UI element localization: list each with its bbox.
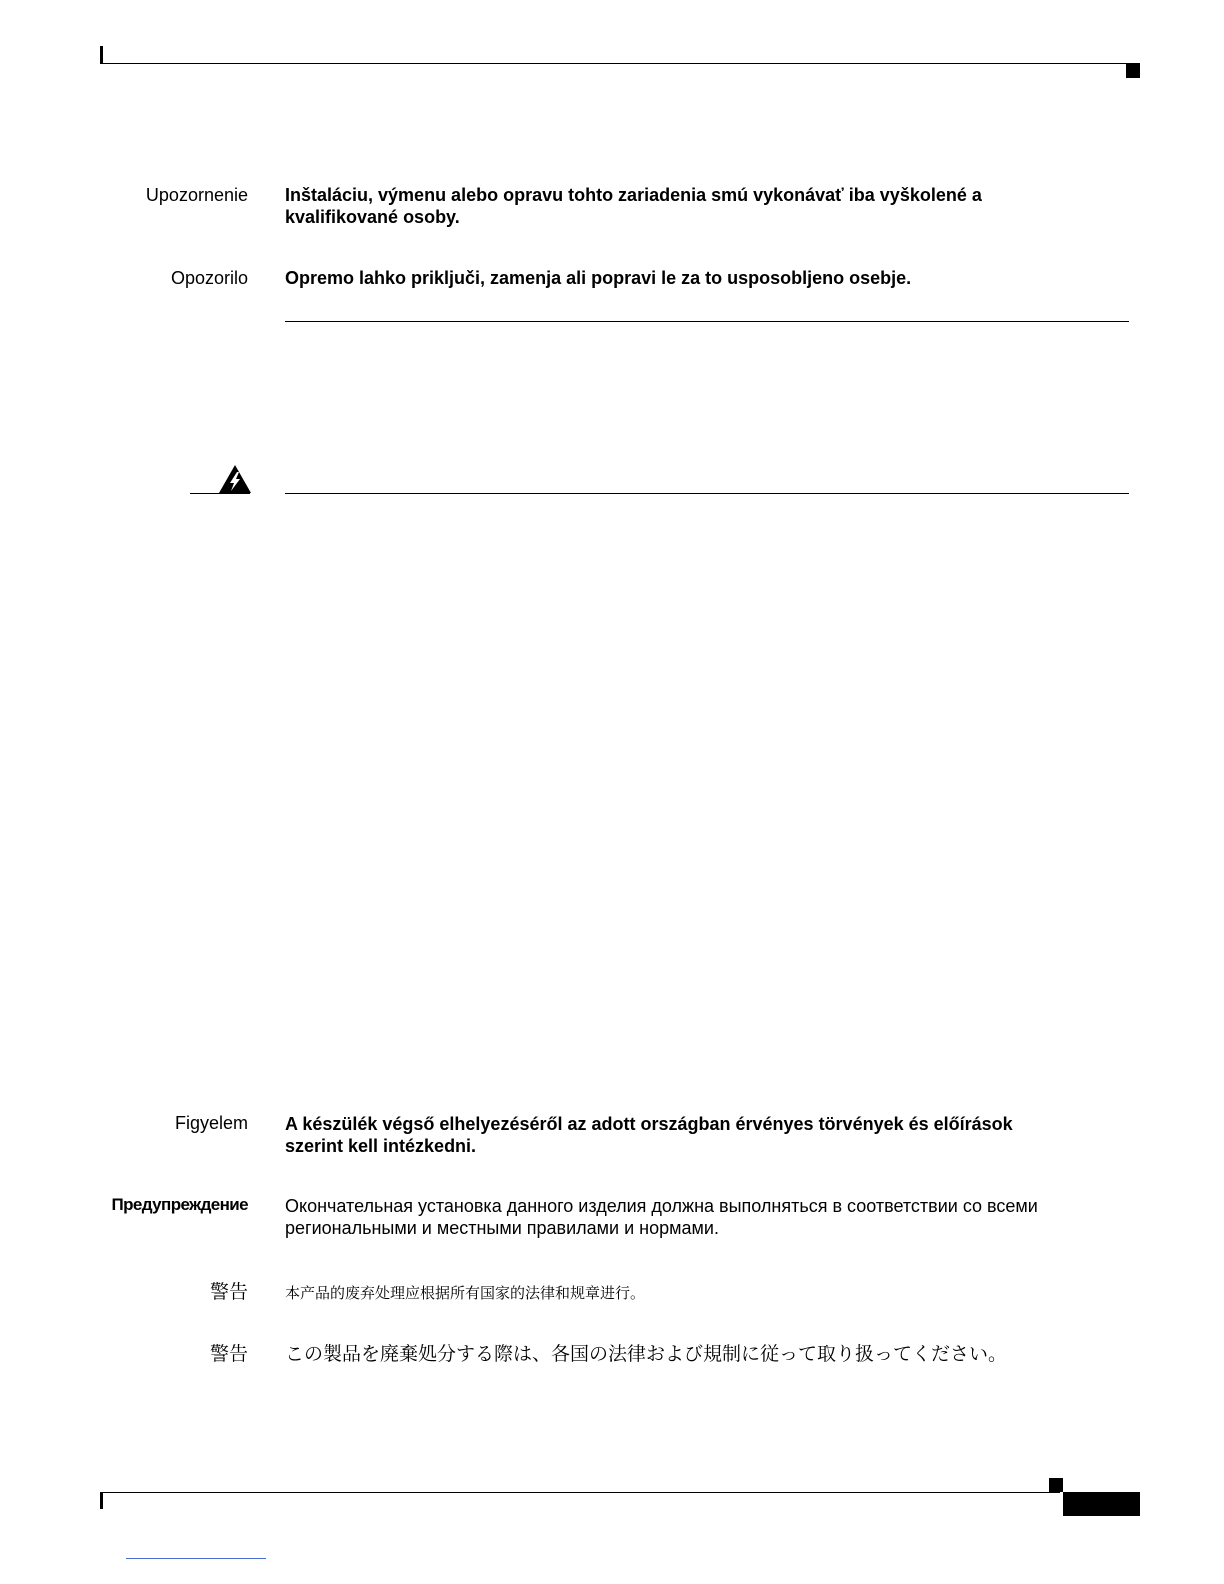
warning-icon-rule xyxy=(190,493,250,494)
warning-text-slovenian: Opremo lahko priključi, zamenja ali popravi le za to usposobljeno osebje. xyxy=(285,268,912,288)
warning-label-hungarian: Figyelem xyxy=(174,1113,248,1133)
warning-text-slovak: Inštaláciu, výmenu alebo opravu tohto zariadenia smú vykonávať iba vyškolené a kvalifikované osoby. xyxy=(285,185,982,227)
header-corner-mark xyxy=(1126,64,1140,78)
warning-icon xyxy=(218,464,252,494)
section-divider-1 xyxy=(285,321,1129,322)
warning-text-japanese: この製品を廃棄処分する際は、各国の法律および規制に従って取り扱ってください。 xyxy=(285,1343,1008,1365)
footer-rule xyxy=(100,1492,1060,1493)
warning-text-russian: Окончательная установка данного изделия должна выполняться в соответствии со всеми региональными и местными правилами и нормами. xyxy=(285,1196,1038,1238)
header-left-tick xyxy=(100,46,103,64)
warning-text-chinese: 本产品的废弃处理应根据所有国家的法律和规章进行。 xyxy=(285,1284,646,1302)
footer-corner-mark xyxy=(1049,1478,1063,1492)
footer-link-underline xyxy=(126,1558,266,1559)
warning-label-slovenian: Opozorilo xyxy=(170,268,248,288)
warning-label-chinese: 警告 xyxy=(209,1281,248,1303)
footer-left-tick xyxy=(100,1493,103,1509)
warning-label-japanese: 警告 xyxy=(209,1343,248,1365)
header-rule xyxy=(100,63,1140,64)
warning-text-hungarian: A készülék végső elhelyezéséről az adott országban érvényes törvények és előírások szerint kell intézkedni. xyxy=(285,1114,1013,1156)
warning-label-slovak: Upozornenie xyxy=(145,185,248,205)
warning-label-russian: Предупреждение xyxy=(111,1195,248,1214)
section-divider-2 xyxy=(285,493,1129,494)
footer-page-tab xyxy=(1063,1492,1140,1516)
